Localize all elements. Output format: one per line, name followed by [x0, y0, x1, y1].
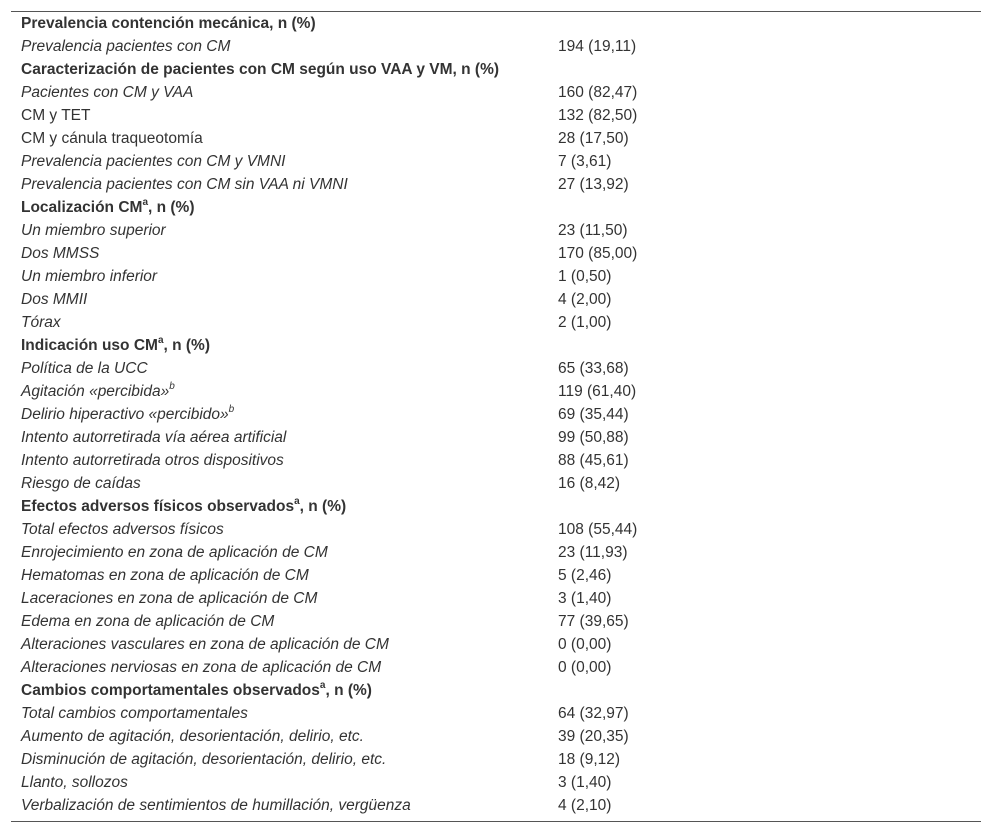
row-label: [11, 748, 548, 771]
label-suffix: , n (%): [148, 199, 195, 216]
label-text: CM y cánula traqueotomía: [21, 130, 203, 147]
label-text: Caracterización de pacientes con CM según uso VAA y VM, n (%): [21, 61, 500, 78]
row-value: 1 (0,50): [558, 268, 612, 285]
row-value: 170 (85,00): [558, 245, 638, 262]
table-body: [11, 12, 981, 817]
row-label: [11, 311, 548, 334]
row-value: 132 (82,50): [558, 107, 638, 124]
row-label: [11, 35, 548, 58]
row-value: 108 (55,44): [558, 521, 638, 538]
row-label: [11, 587, 548, 610]
table-row: [11, 426, 981, 449]
row-value: 69 (35,44): [558, 406, 629, 423]
row-value: 2 (1,00): [558, 314, 612, 331]
row-label: [11, 403, 548, 426]
row-label: [11, 633, 548, 656]
row-label: [11, 518, 548, 541]
row-label: [11, 771, 548, 794]
label-text: Disminución de agitación, desorientación, delirio, etc.: [21, 751, 387, 768]
section-header-row: [11, 196, 981, 219]
row-value: 4 (2,10): [558, 797, 612, 814]
row-value: 160 (82,47): [558, 84, 638, 101]
data-table: [11, 12, 981, 817]
label-text: Total efectos adversos físicos: [21, 521, 224, 538]
table-row: [11, 472, 981, 495]
row-label: [11, 242, 548, 265]
section-empty-cell: [548, 334, 981, 357]
section-empty-cell: [548, 679, 981, 702]
row-label: [11, 426, 548, 449]
table-row: [11, 35, 981, 58]
table-row: [11, 794, 981, 817]
row-label: [11, 81, 548, 104]
section-header-row: [11, 334, 981, 357]
section-header-row: [11, 495, 981, 518]
footnote-marker: b: [228, 403, 235, 415]
row-value: 64 (32,97): [558, 705, 629, 722]
label-suffix: , n (%): [299, 498, 347, 515]
row-label: [11, 656, 548, 679]
row-label: [11, 150, 548, 173]
table-row: [11, 564, 981, 587]
row-label: [11, 288, 548, 311]
label-text: Verbalización de sentimientos de humillación, vergüenza: [21, 797, 411, 814]
row-label: [11, 610, 548, 633]
label-text: Aumento de agitación, desorientación, delirio, etc.: [21, 728, 364, 745]
label-text: Laceraciones en zona de aplicación de CM: [21, 590, 318, 607]
table-row: [11, 81, 981, 104]
table-row: [11, 702, 981, 725]
row-label: [11, 265, 548, 288]
row-value: 16 (8,42): [558, 475, 621, 492]
row-value: 65 (33,68): [558, 360, 629, 377]
row-label: [11, 127, 548, 150]
table-row: [11, 219, 981, 242]
label-text: Llanto, sollozos: [21, 774, 128, 791]
label-text: Pacientes con CM y VAA: [21, 84, 194, 101]
section-header-row: [11, 679, 981, 702]
label-text: Dos MMSS: [21, 245, 100, 262]
row-value: 88 (45,61): [558, 452, 629, 469]
section-empty-cell: [548, 196, 981, 219]
row-value: 5 (2,46): [558, 567, 612, 584]
table-row: [11, 311, 981, 334]
data-table-container: [11, 11, 981, 822]
label-suffix: , n (%): [163, 337, 210, 354]
section-header-row: [11, 58, 981, 81]
label-text: Delirio hiperactivo «percibido»: [21, 406, 229, 423]
label-text: Prevalencia pacientes con CM sin VAA ni VMNI: [21, 176, 348, 193]
section-empty-cell: [548, 58, 981, 81]
label-text: Indicación uso CM: [21, 337, 158, 354]
label-text: Tórax: [21, 314, 61, 331]
row-value: 27 (13,92): [558, 176, 629, 193]
label-text: Intento autorretirada otros dispositivos: [21, 452, 284, 469]
row-label: [11, 564, 548, 587]
table-row: [11, 449, 981, 472]
label-text: Agitación «percibida»: [21, 383, 170, 400]
row-value: 23 (11,93): [558, 544, 628, 561]
table-row: [11, 587, 981, 610]
label-text: Hematomas en zona de aplicación de CM: [21, 567, 309, 584]
table-row: [11, 127, 981, 150]
row-label: [11, 794, 548, 817]
row-label: [11, 104, 548, 127]
label-text: Prevalencia pacientes con CM: [21, 38, 231, 55]
table-row: [11, 748, 981, 771]
row-value: 0 (0,00): [558, 659, 612, 676]
label-text: Política de la UCC: [21, 360, 148, 377]
label-text: Efectos adversos físicos observados: [21, 498, 295, 515]
label-text: Localización CM: [21, 199, 143, 216]
table-row: [11, 633, 981, 656]
row-value: 18 (9,12): [558, 751, 621, 768]
section-title: [11, 334, 548, 357]
label-text: Alteraciones nerviosas en zona de aplicación de CM: [21, 659, 382, 676]
footnote-marker: a: [157, 334, 164, 346]
label-text: Un miembro inferior: [21, 268, 158, 285]
table-row: [11, 265, 981, 288]
footnote-marker: a: [319, 679, 326, 691]
table-row: [11, 173, 981, 196]
footnote-marker: a: [294, 495, 300, 507]
table-row: [11, 288, 981, 311]
section-header-row: [11, 12, 981, 35]
row-label: [11, 472, 548, 495]
row-value: 194 (19,11): [558, 38, 637, 55]
table-row: [11, 518, 981, 541]
label-text: Riesgo de caídas: [21, 475, 141, 492]
row-value: 3 (1,40): [558, 774, 612, 791]
table-row: [11, 541, 981, 564]
row-label: [11, 449, 548, 472]
row-label: [11, 219, 548, 242]
section-title: [11, 679, 548, 702]
row-value: 7 (3,61): [558, 153, 612, 170]
row-value: 3 (1,40): [558, 590, 612, 607]
row-label: [11, 541, 548, 564]
row-label: [11, 357, 548, 380]
label-suffix: , n (%): [325, 682, 372, 699]
row-value: 4 (2,00): [558, 291, 612, 308]
label-text: Enrojecimiento en zona de aplicación de CM: [21, 544, 328, 561]
label-text: Cambios comportamentales observados: [21, 682, 320, 699]
label-text: Intento autorretirada vía aérea artificial: [21, 429, 287, 446]
table-row: [11, 380, 981, 403]
label-text: Prevalencia contención mecánica, n (%): [21, 15, 316, 32]
section-title: [11, 12, 548, 35]
section-empty-cell: [548, 495, 981, 518]
table-row: [11, 771, 981, 794]
row-value: 23 (11,50): [558, 222, 628, 239]
table-row: [11, 725, 981, 748]
row-label: [11, 380, 548, 403]
label-text: Total cambios comportamentales: [21, 705, 248, 722]
section-title: [11, 495, 548, 518]
section-empty-cell: [548, 12, 981, 35]
table-row: [11, 150, 981, 173]
label-text: Un miembro superior: [21, 222, 166, 239]
row-label: [11, 173, 548, 196]
row-label: [11, 725, 548, 748]
table-row: [11, 357, 981, 380]
footnote-marker: b: [169, 380, 175, 392]
label-text: CM y TET: [21, 107, 91, 124]
section-title: [11, 58, 548, 81]
row-value: 77 (39,65): [558, 613, 629, 630]
row-label: [11, 702, 548, 725]
footnote-marker: a: [142, 196, 148, 208]
label-text: Alteraciones vasculares en zona de aplicación de CM: [21, 636, 389, 653]
row-value: 39 (20,35): [558, 728, 629, 745]
table-row: [11, 403, 981, 426]
label-text: Prevalencia pacientes con CM y VMNI: [21, 153, 286, 170]
table-row: [11, 656, 981, 679]
row-value: 28 (17,50): [558, 130, 629, 147]
table-row: [11, 104, 981, 127]
label-text: Edema en zona de aplicación de CM: [21, 613, 275, 630]
table-row: [11, 610, 981, 633]
row-value: 119 (61,40): [558, 383, 637, 400]
row-value: 0 (0,00): [558, 636, 612, 653]
row-value: 99 (50,88): [558, 429, 629, 446]
section-title: [11, 196, 548, 219]
label-text: Dos MMII: [21, 291, 88, 308]
table-row: [11, 242, 981, 265]
